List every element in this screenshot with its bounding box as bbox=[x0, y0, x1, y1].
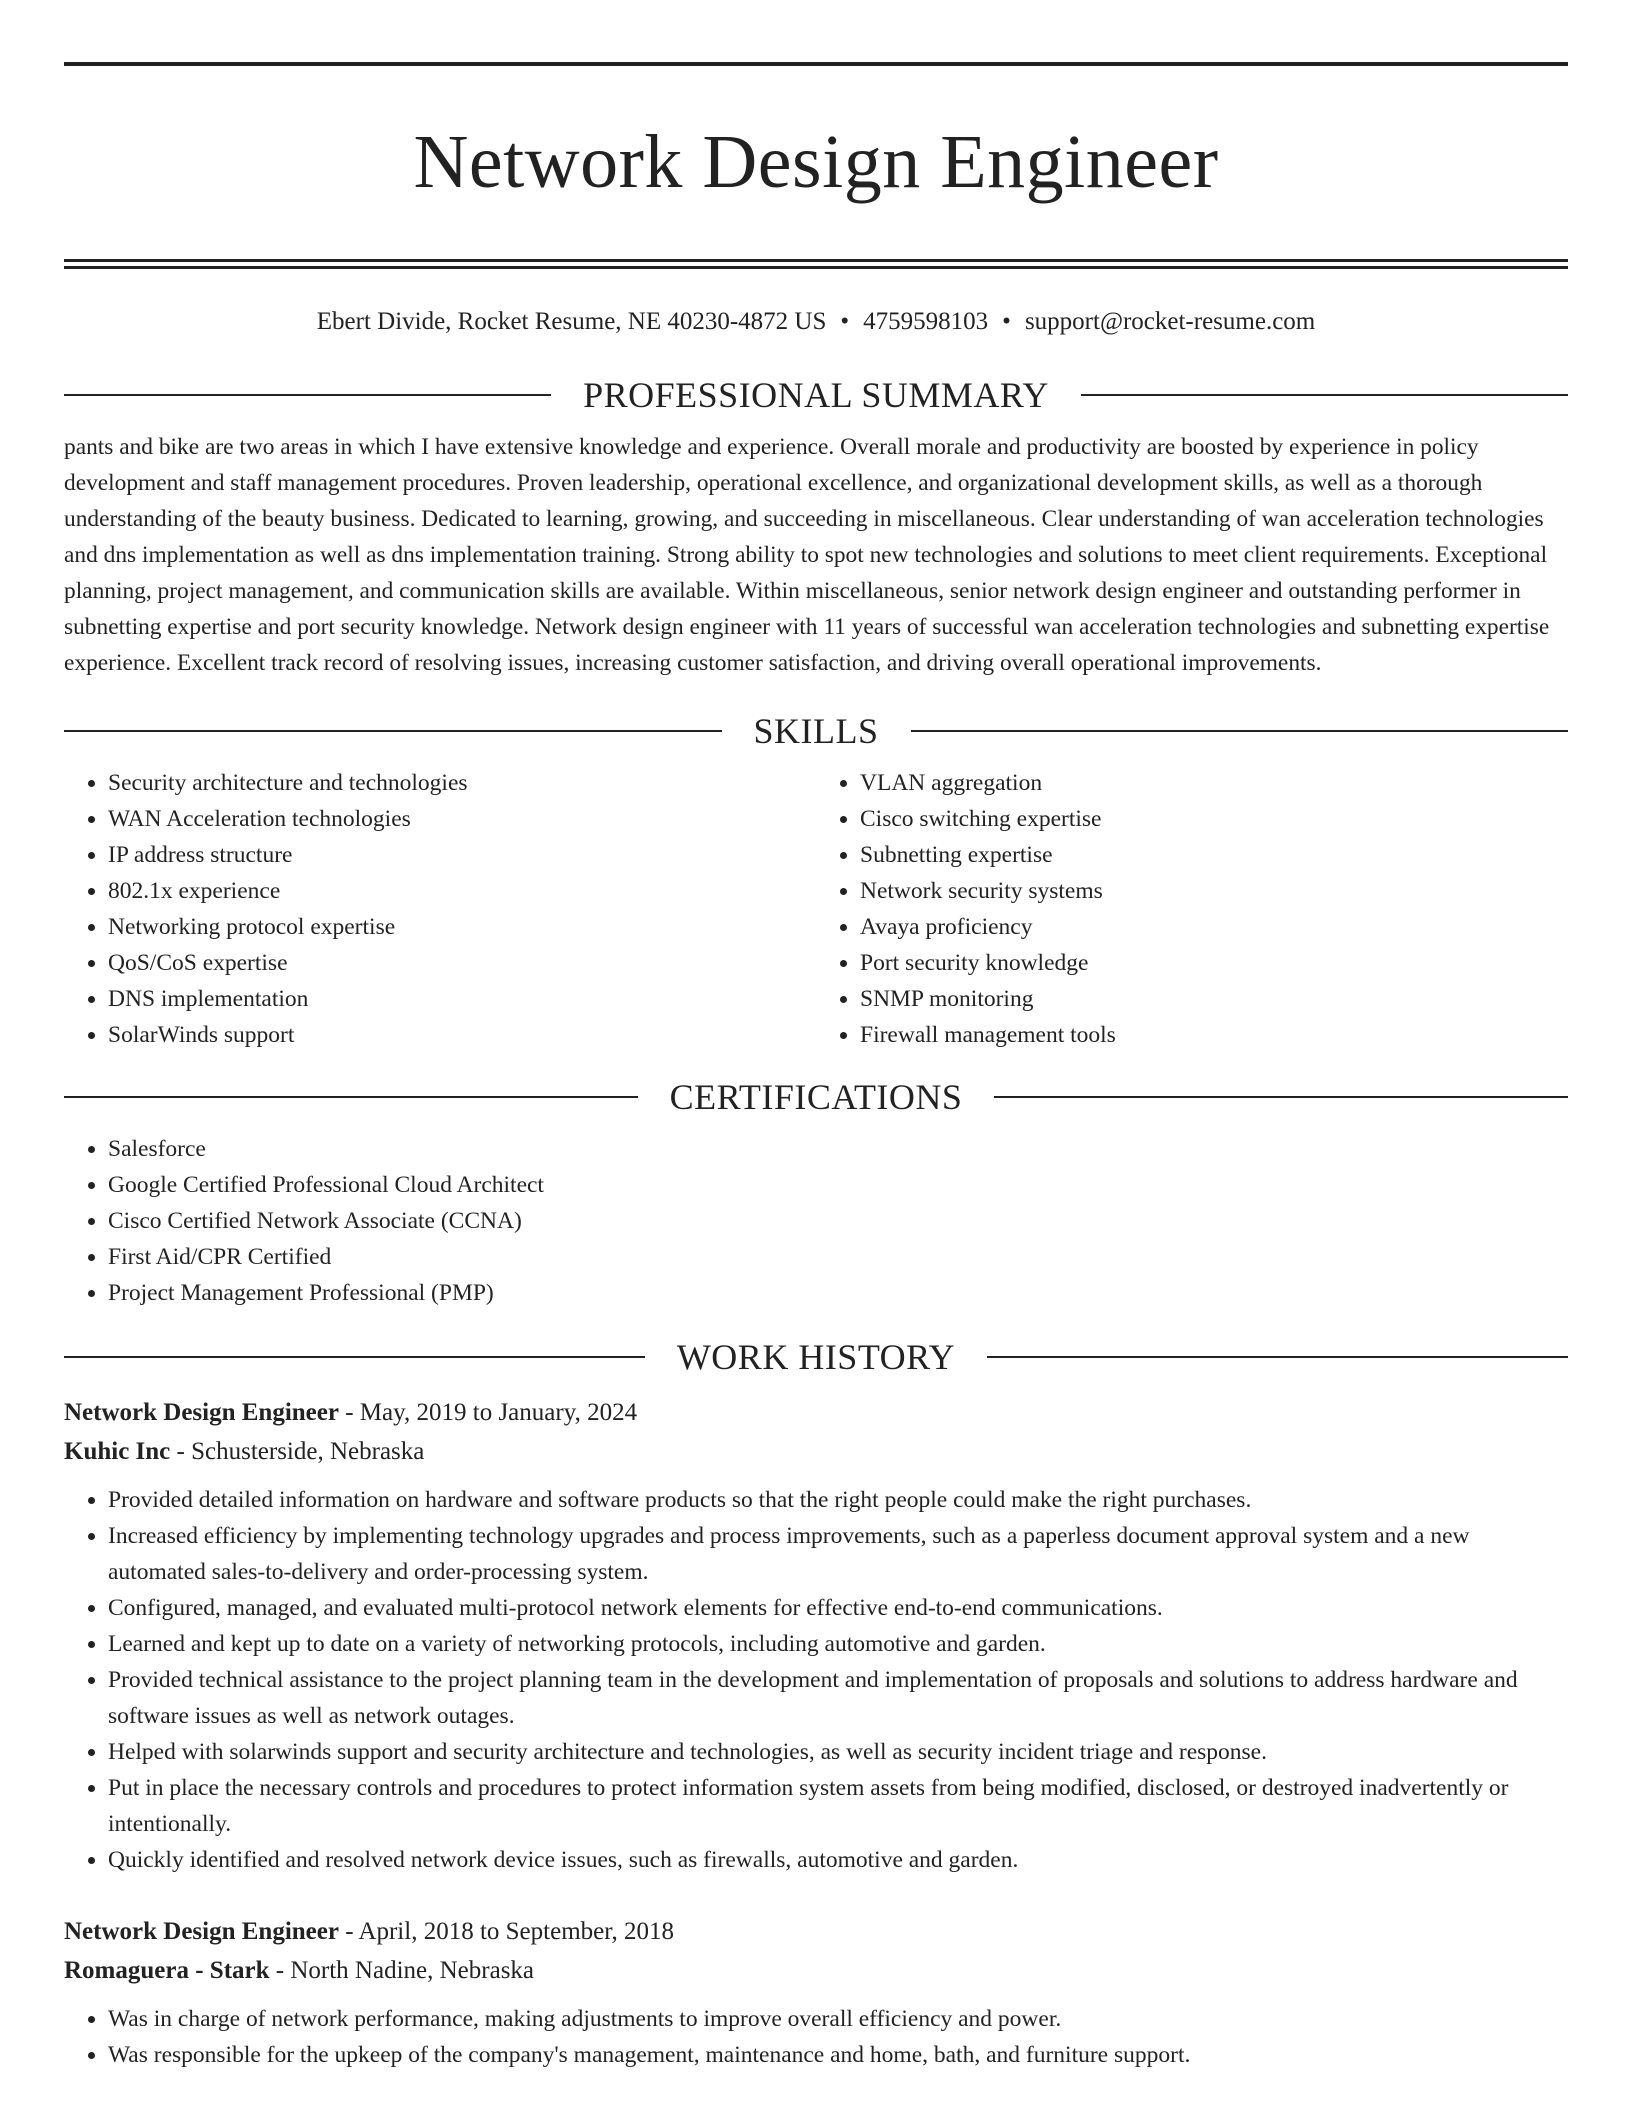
job-location: - North Nadine, Nebraska bbox=[269, 1956, 535, 1984]
job-bullet: • Provided detailed information on hardware and software products so that the right people could make the right purchases. bbox=[108, 1482, 1568, 1518]
job-bullet: • Provided technical assistance to the project planning team in the development and implementation of proposals and solutions to address hardware and software issues as well as network outages. bbox=[108, 1662, 1568, 1734]
skill-item: • IP address structure bbox=[108, 837, 816, 873]
certification-item: • Salesforce bbox=[108, 1131, 1568, 1167]
job-bullet: • Increased efficiency by implementing technology upgrades and process improvements, such as a paperless document approval system and a new automated sales-to-delivery and order-processing system. bbox=[108, 1518, 1568, 1590]
section-heading-summary bbox=[64, 373, 1568, 417]
skill-item: • Networking protocol expertise bbox=[108, 909, 816, 945]
skill-item: • Security architecture and technologies bbox=[108, 765, 816, 801]
job-title: Network Design Engineer bbox=[64, 1917, 339, 1945]
job-bullet: • Was responsible for the upkeep of the company's management, maintenance and home, bath, and furniture support. bbox=[108, 2037, 1568, 2073]
heading-rule-left bbox=[64, 394, 551, 396]
skill-item: • Subnetting expertise bbox=[860, 837, 1568, 873]
skill-item: • VLAN aggregation bbox=[860, 765, 1568, 801]
job-bullets bbox=[64, 1482, 1568, 1878]
job-bullet: • Learned and kept up to date on a variety of networking protocols, including automotive and garden. bbox=[108, 1626, 1568, 1662]
contact-address: Ebert Divide, Rocket Resume, NE 40230-4872 US bbox=[316, 307, 827, 335]
certifications-list bbox=[64, 1131, 1568, 1311]
skill-item: • Cisco switching expertise bbox=[860, 801, 1568, 837]
summary-text: pants and bike are two areas in which I have extensive knowledge and experience. Overall morale and productivity are boosted by experience in policy development and staff management procedures. Proven leadership, operational excellence, and organizational development skills, as well as a thorough understanding of the beauty business. Dedicated to learning, growing, and succeeding in miscellaneous. Clear understanding of wan acceleration technologies and dns implementation as well as dns implementation training. Strong ability to spot new technologies and solutions to meet client requirements. Exceptional planning, project management, and communication skills are available. Within miscellaneous, senior network design engineer and outstanding performer in subnetting expertise and port security knowledge. Network design engineer with 11 years of successful wan acceleration technologies and subnetting expertise experience. Excellent track record of resolving issues, increasing customer satisfaction, and driving overall operational improvements. bbox=[64, 433, 1550, 676]
skill-item: • DNS implementation bbox=[108, 981, 816, 1017]
section-heading-skills bbox=[64, 709, 1568, 753]
skill-item: • Network security systems bbox=[860, 873, 1568, 909]
heading-rule-right bbox=[987, 1356, 1568, 1358]
job-location: - Schusterside, Nebraska bbox=[170, 1437, 425, 1465]
skill-item: • Firewall management tools bbox=[860, 1017, 1568, 1053]
skill-item: • Port security knowledge bbox=[860, 945, 1568, 981]
job-title-line bbox=[64, 1912, 1568, 1951]
skill-item: • WAN Acceleration technologies bbox=[108, 801, 816, 837]
heading-rule-right bbox=[994, 1096, 1568, 1098]
heading-rule-left bbox=[64, 1096, 638, 1098]
heading-rule-left bbox=[64, 730, 722, 732]
job-title-line bbox=[64, 1393, 1568, 1432]
heading-rule-left bbox=[64, 1356, 645, 1358]
job-entry bbox=[64, 1393, 1568, 1878]
certification-item: • Project Management Professional (PMP) bbox=[108, 1275, 1568, 1311]
job-company-line bbox=[64, 1951, 1568, 1990]
job-entry bbox=[64, 1912, 1568, 2073]
section-title: SKILLS bbox=[753, 710, 879, 751]
certification-item: • Google Certified Professional Cloud Architect bbox=[108, 1167, 1568, 1203]
skills-columns bbox=[64, 765, 1568, 1053]
job-dates: - April, 2018 to September, 2018 bbox=[338, 1917, 675, 1945]
certification-item: • First Aid/CPR Certified bbox=[108, 1239, 1568, 1275]
heading-rule-right bbox=[911, 730, 1569, 732]
certification-item: • Cisco Certified Network Associate (CCNA) bbox=[108, 1203, 1568, 1239]
title-double-rule bbox=[64, 259, 1568, 269]
top-rule bbox=[64, 62, 1568, 66]
section-heading-certifications bbox=[64, 1075, 1568, 1119]
resume-page bbox=[64, 0, 1568, 2073]
skill-item: • Avaya proficiency bbox=[860, 909, 1568, 945]
skills-list-right bbox=[816, 765, 1568, 1053]
skills-list-left bbox=[64, 765, 816, 1053]
job-bullet: • Helped with solarwinds support and security architecture and technologies, as well as security incident triage and response. bbox=[108, 1734, 1568, 1770]
job-bullet: • Configured, managed, and evaluated multi-protocol network elements for effective end-to-end communications. bbox=[108, 1590, 1568, 1626]
heading-rule-right bbox=[1081, 394, 1568, 396]
section-title: WORK HISTORY bbox=[676, 1336, 956, 1377]
section-title: PROFESSIONAL SUMMARY bbox=[583, 374, 1049, 415]
job-bullets bbox=[64, 2001, 1568, 2073]
job-dates: - May, 2019 to January, 2024 bbox=[338, 1398, 638, 1426]
job-bullet: • Put in place the necessary controls and procedures to protect information system assets from being modified, disclosed, or destroyed inadvertently or intentionally. bbox=[108, 1770, 1568, 1842]
job-bullet: • Quickly identified and resolved network device issues, such as firewalls, automotive and garden. bbox=[108, 1842, 1568, 1878]
job-company-line bbox=[64, 1432, 1568, 1471]
contact-separator: • bbox=[840, 307, 850, 335]
job-company: Kuhic Inc bbox=[64, 1437, 171, 1465]
section-title: CERTIFICATIONS bbox=[669, 1076, 963, 1117]
job-company: Romaguera - Stark bbox=[64, 1956, 270, 1984]
job-bullet: • Was in charge of network performance, making adjustments to improve overall efficiency and power. bbox=[108, 2001, 1568, 2037]
job-title: Network Design Engineer bbox=[64, 1398, 339, 1426]
contact-phone: 4759598103 bbox=[863, 307, 989, 335]
contact-separator: • bbox=[1002, 307, 1011, 335]
contact-line bbox=[64, 305, 1568, 339]
skill-item: • 802.1x experience bbox=[108, 873, 816, 909]
section-heading-work-history bbox=[64, 1335, 1568, 1379]
skill-item: • SNMP monitoring bbox=[860, 981, 1568, 1017]
page-title: Network Design Engineer bbox=[413, 120, 1219, 204]
contact-email: support@rocket-resume.com bbox=[1024, 307, 1316, 335]
skill-item: • SolarWinds support bbox=[108, 1017, 816, 1053]
skill-item: • QoS/CoS expertise bbox=[108, 945, 816, 981]
